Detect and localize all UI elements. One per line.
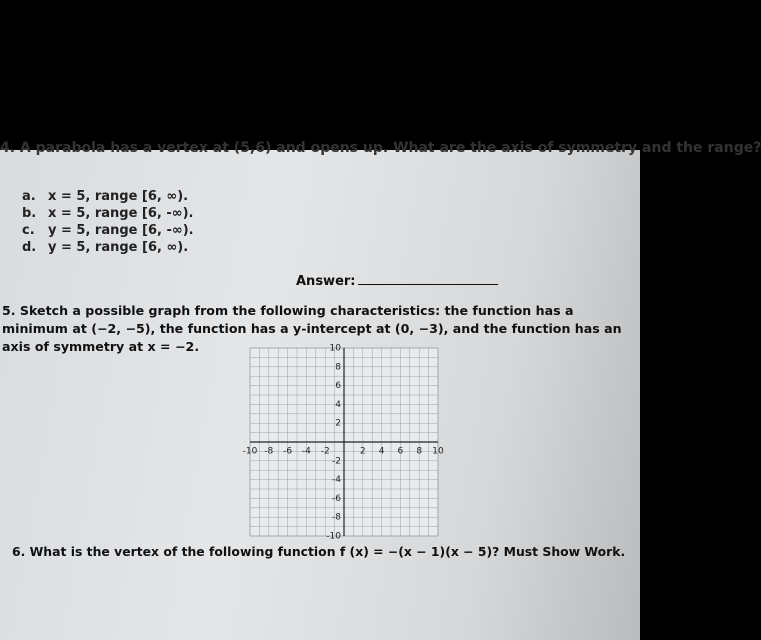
y-tick-label: 6 (335, 381, 341, 392)
choice-a: a. x = 5, range [6, ∞). (22, 189, 189, 204)
y-tick-label: -2 (332, 456, 341, 467)
x-tick-label: -4 (301, 446, 311, 457)
x-tick-label: 6 (397, 446, 404, 457)
question-4-prompt: 4. A parabola has a vertex at (5,6) and opens up. What are the axis of symmetry and the range? (0, 140, 761, 156)
x-tick-label: -2 (320, 446, 330, 457)
x-tick-label: 4 (378, 446, 385, 457)
worksheet-page (0, 140, 761, 640)
choice-d: d. y = 5, range [6, ∞). (22, 240, 189, 255)
y-tick-label: -8 (332, 512, 341, 523)
y-tick-label: 8 (335, 362, 341, 373)
x-tick-label: -10 (242, 446, 258, 457)
x-tick-label: 8 (416, 446, 423, 457)
question-5-prompt: 5. Sketch a possible graph from the following characteristics: the function has a minimum at (−2, −5), the function has a y-intercept at (0, −3), and the function has an axis of symmetry at x = −2. (2, 303, 622, 354)
x-tick-label: -8 (264, 446, 274, 457)
y-tick-label: -10 (326, 531, 341, 542)
x-tick-label: 2 (359, 446, 366, 457)
x-tick-label: 10 (432, 446, 444, 457)
answer-label: Answer: (296, 274, 356, 289)
y-tick-label: -6 (332, 493, 341, 504)
y-tick-label: -4 (332, 475, 341, 486)
choice-b: b. x = 5, range [6, -∞). (22, 206, 194, 221)
answer-blank[interactable] (358, 284, 498, 285)
answer-field[interactable] (296, 274, 498, 289)
y-tick-label: 10 (329, 343, 341, 354)
choice-c: c. y = 5, range [6, -∞). (22, 223, 194, 238)
question-6-prompt: 6. What is the vertex of the following function f (x) = −(x − 1)(x − 5)? Must Show Work. (12, 544, 626, 559)
coordinate-grid[interactable] (242, 343, 444, 542)
x-tick-label: -6 (283, 446, 293, 457)
y-tick-label: 4 (335, 399, 341, 410)
y-tick-label: 2 (335, 418, 341, 429)
question-4-choices (22, 188, 194, 256)
